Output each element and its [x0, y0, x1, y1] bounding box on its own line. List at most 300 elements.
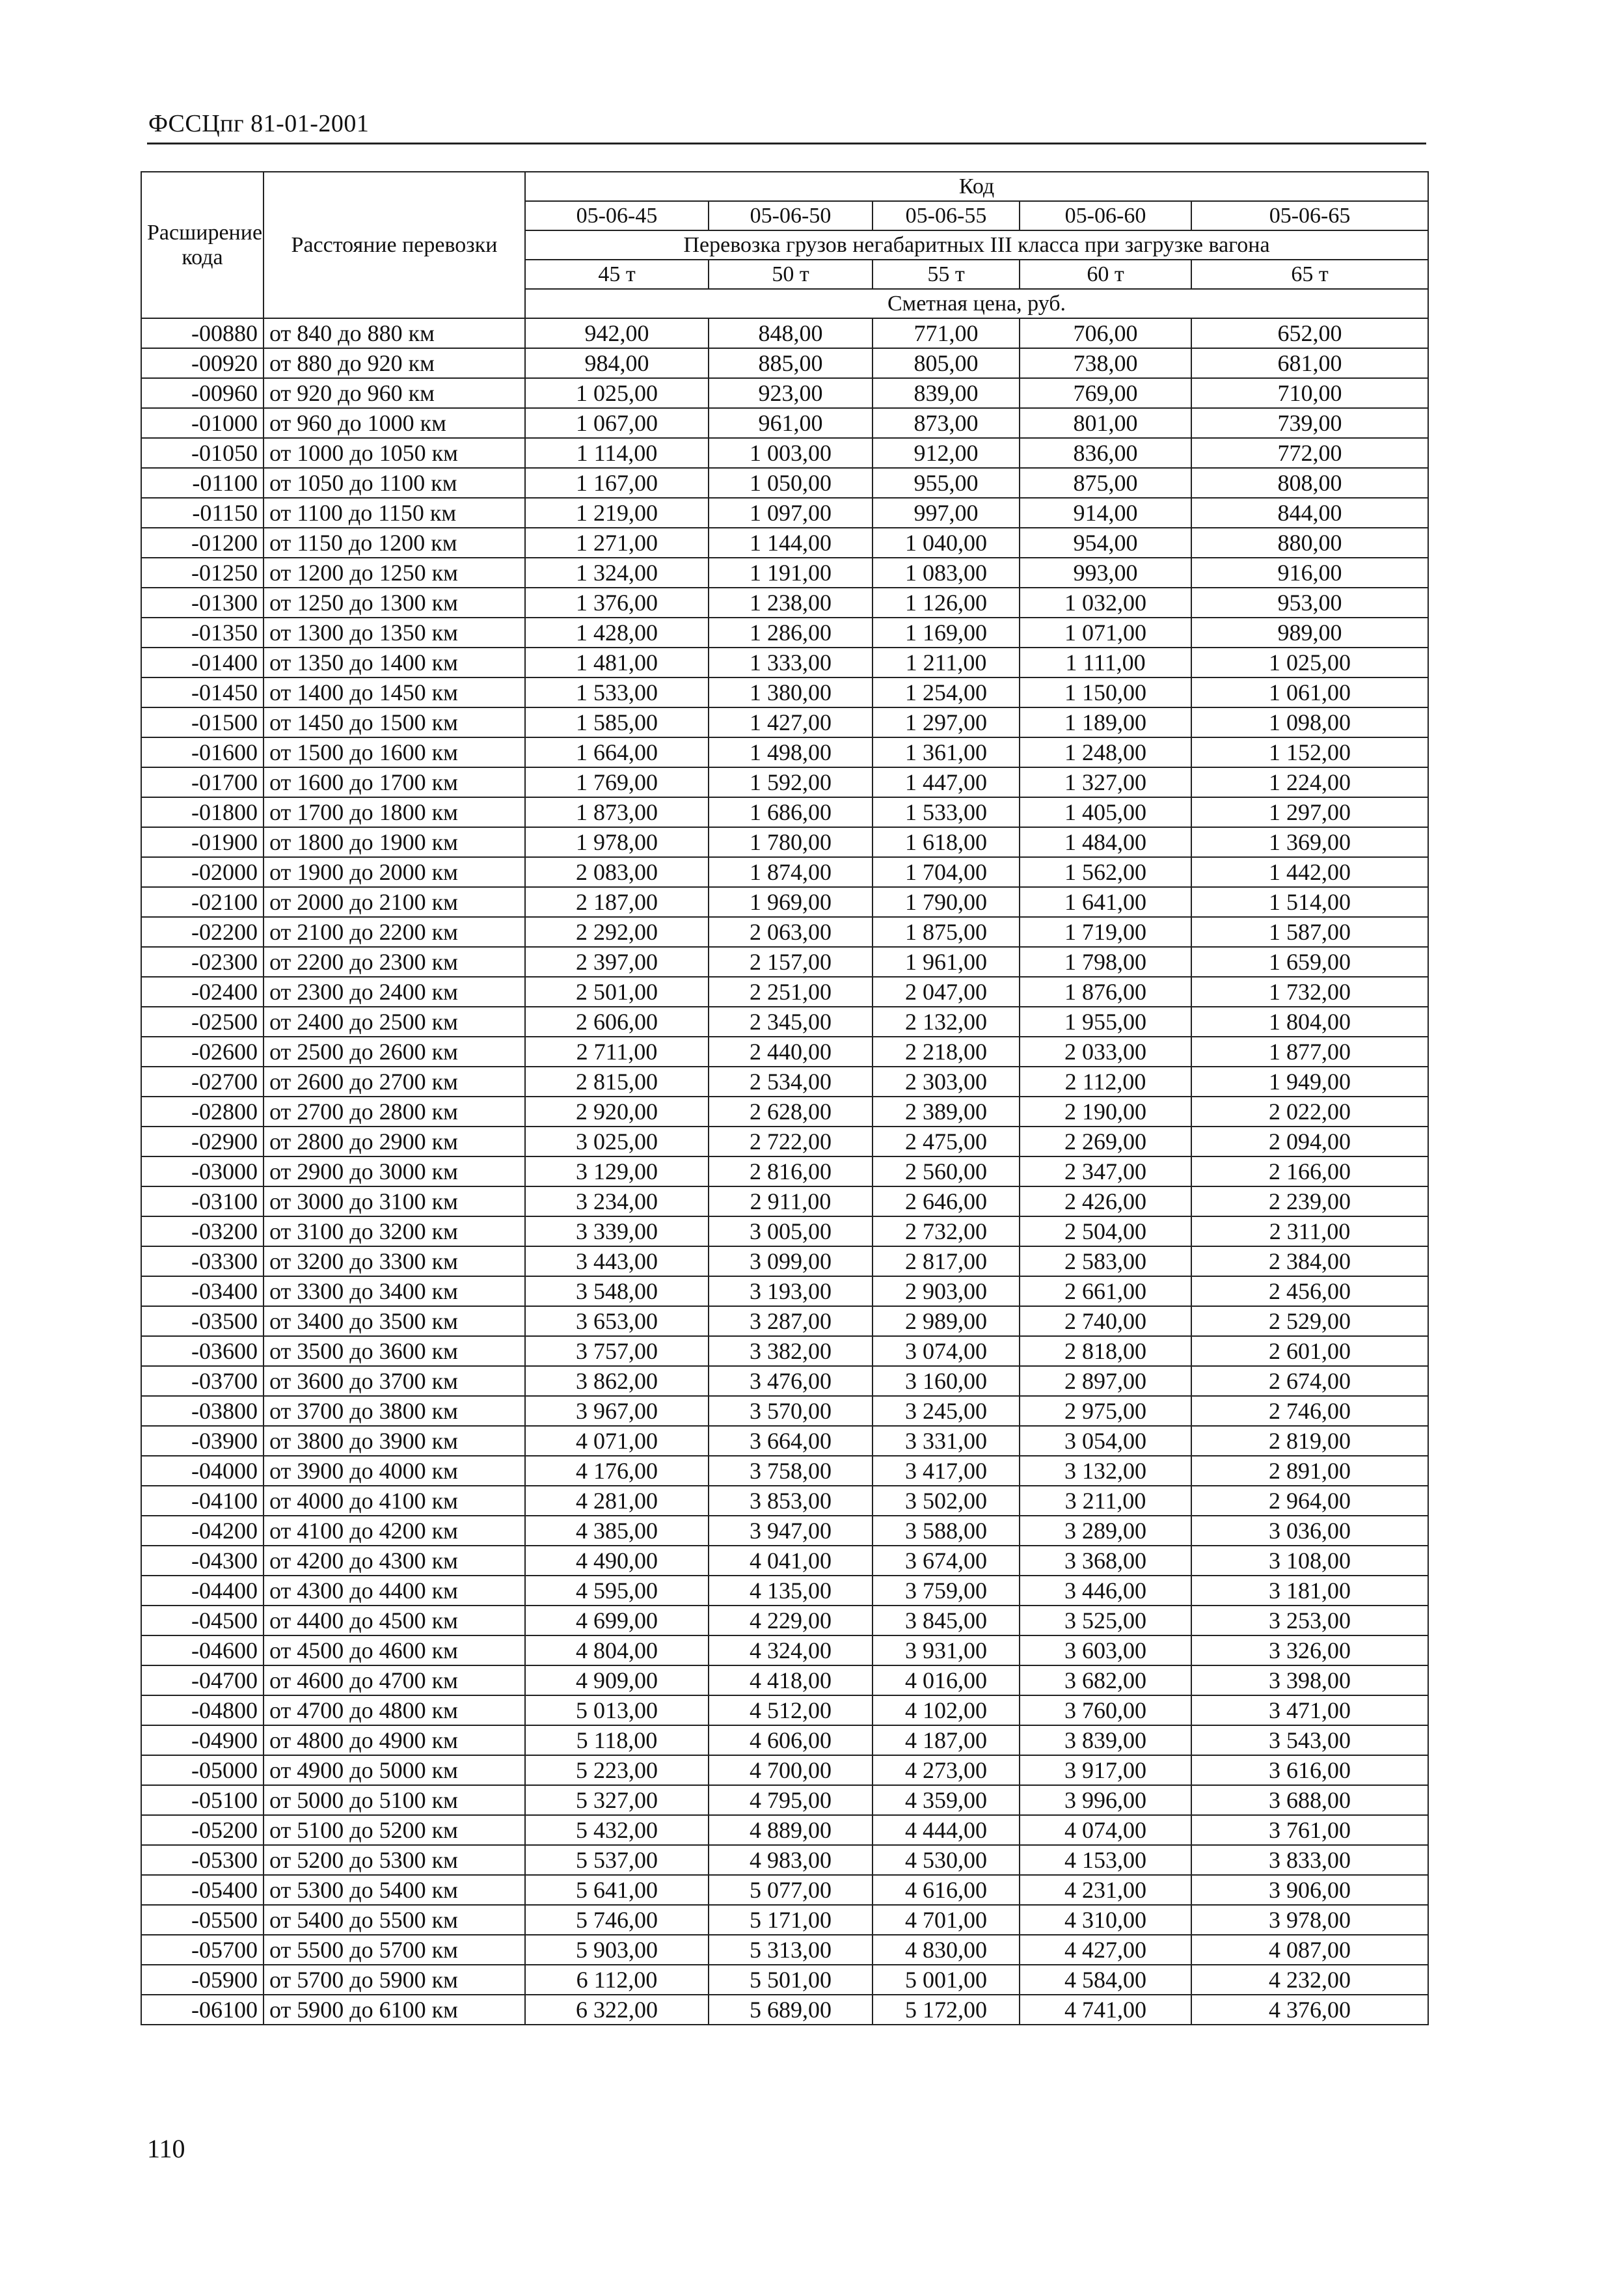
row-code-extension: -00880: [141, 318, 264, 348]
table-row: [141, 1635, 1428, 1665]
row-code-extension: -03400: [141, 1276, 264, 1306]
price-cell: 4 512,00: [709, 1695, 873, 1725]
price-cell: 1 641,00: [1020, 887, 1191, 917]
table-row: [141, 1516, 1428, 1546]
price-cell: 2 292,00: [525, 917, 709, 947]
table-row: [141, 1366, 1428, 1396]
row-distance: от 4800 до 4900 км: [264, 1725, 525, 1755]
price-cell: 5 537,00: [525, 1845, 709, 1875]
price-cell: 2 251,00: [709, 977, 873, 1007]
row-code-extension: -03300: [141, 1246, 264, 1276]
price-cell: 2 920,00: [525, 1097, 709, 1127]
price-cell: 2 606,00: [525, 1007, 709, 1037]
price-cell: 1 025,00: [525, 378, 709, 408]
table-row: [141, 887, 1428, 917]
table-row: [141, 318, 1428, 348]
row-distance: от 1800 до 1900 км: [264, 827, 525, 857]
row-distance: от 2700 до 2800 км: [264, 1097, 525, 1127]
price-cell: 1 780,00: [709, 827, 873, 857]
price-cell: 1 032,00: [1020, 588, 1191, 618]
price-cell: 1 428,00: [525, 618, 709, 648]
row-distance: от 4700 до 4800 км: [264, 1695, 525, 1725]
price-cell: 3 398,00: [1191, 1665, 1428, 1695]
table-row: [141, 648, 1428, 677]
price-cell: 1 369,00: [1191, 827, 1428, 857]
row-distance: от 960 до 1000 км: [264, 408, 525, 438]
row-code-extension: -03100: [141, 1186, 264, 1216]
price-cell: 4 074,00: [1020, 1815, 1191, 1845]
price-cell: 4 584,00: [1020, 1965, 1191, 1995]
row-distance: от 1600 до 1700 км: [264, 767, 525, 797]
transport-description: Перевозка грузов негабаритных III класса при загрузке вагона: [525, 230, 1428, 260]
row-code-extension: -01100: [141, 468, 264, 498]
price-cell: 3 839,00: [1020, 1725, 1191, 1755]
price-cell: 3 917,00: [1020, 1755, 1191, 1785]
price-cell: 3 382,00: [709, 1336, 873, 1366]
price-cell: 873,00: [873, 408, 1020, 438]
price-cell: 2 601,00: [1191, 1336, 1428, 1366]
price-cell: 2 817,00: [873, 1246, 1020, 1276]
price-cell: 3 025,00: [525, 1127, 709, 1156]
table-row: [141, 378, 1428, 408]
row-code-extension: -04100: [141, 1486, 264, 1516]
price-cell: 1 592,00: [709, 767, 873, 797]
price-cell: 4 016,00: [873, 1665, 1020, 1695]
price-cell: 942,00: [525, 318, 709, 348]
price-cell: 4 795,00: [709, 1785, 873, 1815]
price-cell: 989,00: [1191, 618, 1428, 648]
price-cell: 1 875,00: [873, 917, 1020, 947]
price-cell: 6 112,00: [525, 1965, 709, 1995]
table-row: [141, 1665, 1428, 1695]
price-cell: 1 254,00: [873, 677, 1020, 707]
row-code-extension: -03500: [141, 1306, 264, 1336]
row-distance: от 2000 до 2100 км: [264, 887, 525, 917]
table-row: [141, 1097, 1428, 1127]
price-cell: 3 132,00: [1020, 1456, 1191, 1486]
row-distance: от 3800 до 3900 км: [264, 1426, 525, 1456]
price-table: [141, 171, 1429, 2025]
code-cell: 05-06-55: [873, 201, 1020, 230]
row-distance: от 3200 до 3300 км: [264, 1246, 525, 1276]
price-cell: 3 588,00: [873, 1516, 1020, 1546]
row-code-extension: -01150: [141, 498, 264, 528]
row-distance: от 2900 до 3000 км: [264, 1156, 525, 1186]
price-cell: 1 111,00: [1020, 648, 1191, 677]
price-cell: 3 234,00: [525, 1186, 709, 1216]
table-row: [141, 767, 1428, 797]
price-cell: 1 427,00: [709, 707, 873, 737]
row-distance: от 5400 до 5500 км: [264, 1905, 525, 1935]
price-cell: 3 862,00: [525, 1366, 709, 1396]
load-cell: 45 т: [525, 260, 709, 289]
price-cell: 1 248,00: [1020, 737, 1191, 767]
table-row: [141, 558, 1428, 588]
price-cell: 2 711,00: [525, 1037, 709, 1067]
price-cell: 2 347,00: [1020, 1156, 1191, 1186]
price-cell: 1 025,00: [1191, 648, 1428, 677]
price-cell: 3 368,00: [1020, 1546, 1191, 1576]
price-cell: 912,00: [873, 438, 1020, 468]
table-row: [141, 1935, 1428, 1965]
price-cell: 1 686,00: [709, 797, 873, 827]
price-cell: 3 326,00: [1191, 1635, 1428, 1665]
row-code-extension: -02300: [141, 947, 264, 977]
price-cell: 1 405,00: [1020, 797, 1191, 827]
price-cell: 4 153,00: [1020, 1845, 1191, 1875]
row-distance: от 1700 до 1800 км: [264, 797, 525, 827]
row-code-extension: -04800: [141, 1695, 264, 1725]
row-code-extension: -00920: [141, 348, 264, 378]
price-cell: 3 664,00: [709, 1426, 873, 1456]
price-cell: 1 327,00: [1020, 767, 1191, 797]
row-distance: от 4600 до 4700 км: [264, 1665, 525, 1695]
price-cell: 997,00: [873, 498, 1020, 528]
price-cell: 2 094,00: [1191, 1127, 1428, 1156]
table-row: [141, 1127, 1428, 1156]
price-cell: 2 674,00: [1191, 1366, 1428, 1396]
price-cell: 1 798,00: [1020, 947, 1191, 977]
col-dist-header: Расстояние перевозки: [264, 172, 525, 318]
price-cell: 3 443,00: [525, 1246, 709, 1276]
row-distance: от 1200 до 1250 км: [264, 558, 525, 588]
price-cell: 3 160,00: [873, 1366, 1020, 1396]
price-cell: 1 040,00: [873, 528, 1020, 558]
row-distance: от 1350 до 1400 км: [264, 648, 525, 677]
table-header: [141, 172, 1428, 318]
price-cell: 3 947,00: [709, 1516, 873, 1546]
row-code-extension: -03800: [141, 1396, 264, 1426]
row-distance: от 5500 до 5700 км: [264, 1935, 525, 1965]
price-cell: 3 845,00: [873, 1606, 1020, 1635]
price-cell: 2 560,00: [873, 1156, 1020, 1186]
price-cell: 4 229,00: [709, 1606, 873, 1635]
row-code-extension: -05500: [141, 1905, 264, 1935]
price-cell: 914,00: [1020, 498, 1191, 528]
price-cell: 738,00: [1020, 348, 1191, 378]
table-row: [141, 1306, 1428, 1336]
price-cell: 2 384,00: [1191, 1246, 1428, 1276]
row-code-extension: -05400: [141, 1875, 264, 1905]
row-code-extension: -01300: [141, 588, 264, 618]
document-code-header: ФССЦпг 81-01-2001: [148, 110, 370, 137]
price-cell: 4 444,00: [873, 1815, 1020, 1845]
price-cell: 805,00: [873, 348, 1020, 378]
price-cell: 4 804,00: [525, 1635, 709, 1665]
price-cell: 2 389,00: [873, 1097, 1020, 1127]
row-distance: от 1450 до 1500 км: [264, 707, 525, 737]
price-cell: 2 815,00: [525, 1067, 709, 1097]
row-code-extension: -05700: [141, 1935, 264, 1965]
price-cell: 2 190,00: [1020, 1097, 1191, 1127]
price-cell: 2 218,00: [873, 1037, 1020, 1067]
price-cell: 4 699,00: [525, 1606, 709, 1635]
table-row: [141, 438, 1428, 468]
row-distance: от 2100 до 2200 км: [264, 917, 525, 947]
price-cell: 1 097,00: [709, 498, 873, 528]
page-number: 110: [147, 2134, 185, 2163]
price-cell: 4 741,00: [1020, 1995, 1191, 2025]
price-cell: 681,00: [1191, 348, 1428, 378]
price-cell: 923,00: [709, 378, 873, 408]
price-cell: 2 157,00: [709, 947, 873, 977]
row-distance: от 2600 до 2700 км: [264, 1067, 525, 1097]
price-cell: 3 289,00: [1020, 1516, 1191, 1546]
price-cell: 801,00: [1020, 408, 1191, 438]
table-row: [141, 977, 1428, 1007]
code-cell: 05-06-60: [1020, 201, 1191, 230]
price-cell: 1 533,00: [873, 797, 1020, 827]
table-row: [141, 498, 1428, 528]
price-cell: 4 102,00: [873, 1695, 1020, 1725]
header-rule: [147, 143, 1426, 144]
price-cell: 5 313,00: [709, 1935, 873, 1965]
row-code-extension: -01250: [141, 558, 264, 588]
price-cell: 3 682,00: [1020, 1665, 1191, 1695]
price-cell: 1 804,00: [1191, 1007, 1428, 1037]
price-cell: 4 359,00: [873, 1785, 1020, 1815]
price-cell: 4 830,00: [873, 1935, 1020, 1965]
row-code-extension: -04300: [141, 1546, 264, 1576]
table-row: [141, 588, 1428, 618]
price-cell: 5 432,00: [525, 1815, 709, 1845]
price-cell: 3 996,00: [1020, 1785, 1191, 1815]
price-cell: 3 108,00: [1191, 1546, 1428, 1576]
price-cell: 1 144,00: [709, 528, 873, 558]
row-distance: от 4000 до 4100 км: [264, 1486, 525, 1516]
table-row: [141, 1186, 1428, 1216]
row-code-extension: -02500: [141, 1007, 264, 1037]
row-distance: от 4200 до 4300 км: [264, 1546, 525, 1576]
table-row: [141, 1905, 1428, 1935]
price-cell: 4 187,00: [873, 1725, 1020, 1755]
table-row: [141, 1216, 1428, 1246]
price-cell: 3 181,00: [1191, 1576, 1428, 1606]
price-cell: 3 906,00: [1191, 1875, 1428, 1905]
row-distance: от 2300 до 2400 км: [264, 977, 525, 1007]
row-code-extension: -02900: [141, 1127, 264, 1156]
price-cell: 3 616,00: [1191, 1755, 1428, 1785]
row-code-extension: -04700: [141, 1665, 264, 1695]
price-cell: 4 909,00: [525, 1665, 709, 1695]
load-cell: 65 т: [1191, 260, 1428, 289]
row-code-extension: -05900: [141, 1965, 264, 1995]
row-distance: от 4300 до 4400 км: [264, 1576, 525, 1606]
price-cell: 1 704,00: [873, 857, 1020, 887]
price-cell: 2 501,00: [525, 977, 709, 1007]
table-row: [141, 1875, 1428, 1905]
row-distance: от 1400 до 1450 км: [264, 677, 525, 707]
price-cell: 2 911,00: [709, 1186, 873, 1216]
price-cell: 3 967,00: [525, 1396, 709, 1426]
price-cell: 993,00: [1020, 558, 1191, 588]
price-cell: 4 135,00: [709, 1576, 873, 1606]
price-cell: 6 322,00: [525, 1995, 709, 2025]
table-row: [141, 618, 1428, 648]
price-cell: 2 897,00: [1020, 1366, 1191, 1396]
price-cell: 2 397,00: [525, 947, 709, 977]
table-row: [141, 857, 1428, 887]
price-cell: 1 071,00: [1020, 618, 1191, 648]
row-code-extension: -02700: [141, 1067, 264, 1097]
price-cell: 1 380,00: [709, 677, 873, 707]
price-cell: 955,00: [873, 468, 1020, 498]
price-cell: 2 534,00: [709, 1067, 873, 1097]
price-cell: 3 005,00: [709, 1216, 873, 1246]
price-cell: 706,00: [1020, 318, 1191, 348]
price-cell: 3 099,00: [709, 1246, 873, 1276]
price-cell: 4 232,00: [1191, 1965, 1428, 1995]
load-cell: 60 т: [1020, 260, 1191, 289]
price-cell: 3 978,00: [1191, 1905, 1428, 1935]
price-cell: 953,00: [1191, 588, 1428, 618]
price-cell: 1 533,00: [525, 677, 709, 707]
price-cell: 2 269,00: [1020, 1127, 1191, 1156]
price-cell: 1 286,00: [709, 618, 873, 648]
price-cell: 4 701,00: [873, 1905, 1020, 1935]
price-cell: 1 067,00: [525, 408, 709, 438]
table-row: [141, 1695, 1428, 1725]
row-distance: от 3300 до 3400 км: [264, 1276, 525, 1306]
price-cell: 5 223,00: [525, 1755, 709, 1785]
price-cell: 4 490,00: [525, 1546, 709, 1576]
row-code-extension: -00960: [141, 378, 264, 408]
price-cell: 4 231,00: [1020, 1875, 1191, 1905]
price-cell: 1 050,00: [709, 468, 873, 498]
col-ext-header: Расширение кода: [141, 172, 264, 318]
price-cell: 4 273,00: [873, 1755, 1020, 1785]
row-distance: от 880 до 920 км: [264, 348, 525, 378]
row-code-extension: -05000: [141, 1755, 264, 1785]
price-cell: 916,00: [1191, 558, 1428, 588]
price-cell: 2 345,00: [709, 1007, 873, 1037]
load-cell: 50 т: [709, 260, 873, 289]
table-row: [141, 468, 1428, 498]
price-cell: 1 211,00: [873, 648, 1020, 677]
price-cell: 1 978,00: [525, 827, 709, 857]
row-code-extension: -03600: [141, 1336, 264, 1366]
row-distance: от 1100 до 1150 км: [264, 498, 525, 528]
price-cell: 1 167,00: [525, 468, 709, 498]
row-code-extension: -01350: [141, 618, 264, 648]
price-cell: 4 983,00: [709, 1845, 873, 1875]
price-cell: 769,00: [1020, 378, 1191, 408]
price-cell: 1 873,00: [525, 797, 709, 827]
price-cell: 3 054,00: [1020, 1426, 1191, 1456]
row-distance: от 5300 до 5400 км: [264, 1875, 525, 1905]
price-cell: 1 562,00: [1020, 857, 1191, 887]
price-cell: 1 659,00: [1191, 947, 1428, 977]
price-cell: 2 891,00: [1191, 1456, 1428, 1486]
price-cell: 3 129,00: [525, 1156, 709, 1186]
row-distance: от 840 до 880 км: [264, 318, 525, 348]
price-cell: 2 975,00: [1020, 1396, 1191, 1426]
table-row: [141, 528, 1428, 558]
price-cell: 3 253,00: [1191, 1606, 1428, 1635]
price-cell: 2 722,00: [709, 1127, 873, 1156]
price-cell: 1 271,00: [525, 528, 709, 558]
row-distance: от 3900 до 4000 км: [264, 1456, 525, 1486]
price-cell: 772,00: [1191, 438, 1428, 468]
table-row: [141, 1725, 1428, 1755]
table-row: [141, 947, 1428, 977]
price-cell: 1 955,00: [1020, 1007, 1191, 1037]
table-row: [141, 348, 1428, 378]
row-code-extension: -04500: [141, 1606, 264, 1635]
price-cell: 1 969,00: [709, 887, 873, 917]
price-cell: 4 616,00: [873, 1875, 1020, 1905]
price-cell: 3 853,00: [709, 1486, 873, 1516]
price-cell: 2 818,00: [1020, 1336, 1191, 1366]
price-cell: 1 126,00: [873, 588, 1020, 618]
price-cell: 2 903,00: [873, 1276, 1020, 1306]
price-cell: 4 087,00: [1191, 1935, 1428, 1965]
table-row: [141, 1755, 1428, 1785]
price-cell: 1 114,00: [525, 438, 709, 468]
row-code-extension: -04900: [141, 1725, 264, 1755]
row-code-extension: -01000: [141, 408, 264, 438]
row-code-extension: -03700: [141, 1366, 264, 1396]
load-cell: 55 т: [873, 260, 1020, 289]
price-cell: 1 874,00: [709, 857, 873, 887]
row-code-extension: -01500: [141, 707, 264, 737]
price-cell: 2 303,00: [873, 1067, 1020, 1097]
price-cell: 2 628,00: [709, 1097, 873, 1127]
price-cell: 2 112,00: [1020, 1067, 1191, 1097]
price-cell: 1 083,00: [873, 558, 1020, 588]
price-cell: 984,00: [525, 348, 709, 378]
table-row: [141, 797, 1428, 827]
price-cell: 1 297,00: [873, 707, 1020, 737]
price-cell: 2 166,00: [1191, 1156, 1428, 1186]
price-cell: 2 529,00: [1191, 1306, 1428, 1336]
table-row: [141, 408, 1428, 438]
row-code-extension: -01450: [141, 677, 264, 707]
price-cell: 4 385,00: [525, 1516, 709, 1546]
table-row: [141, 827, 1428, 857]
price-cell: 3 476,00: [709, 1366, 873, 1396]
price-cell: 2 583,00: [1020, 1246, 1191, 1276]
row-code-extension: -02100: [141, 887, 264, 917]
table-row: [141, 1995, 1428, 2025]
table-row: [141, 677, 1428, 707]
price-cell: 5 327,00: [525, 1785, 709, 1815]
table-row: [141, 1546, 1428, 1576]
price-cell: 771,00: [873, 318, 1020, 348]
price-cell: 2 022,00: [1191, 1097, 1428, 1127]
row-distance: от 1150 до 1200 км: [264, 528, 525, 558]
price-cell: 2 475,00: [873, 1127, 1020, 1156]
row-distance: от 1000 до 1050 км: [264, 438, 525, 468]
price-cell: 4 606,00: [709, 1725, 873, 1755]
price-cell: 3 211,00: [1020, 1486, 1191, 1516]
table-row: [141, 1336, 1428, 1366]
price-cell: 4 281,00: [525, 1486, 709, 1516]
price-cell: 1 514,00: [1191, 887, 1428, 917]
table-row: [141, 737, 1428, 767]
price-cell: 1 876,00: [1020, 977, 1191, 1007]
price-cell: 1 961,00: [873, 947, 1020, 977]
price-cell: 1 333,00: [709, 648, 873, 677]
price-cell: 5 501,00: [709, 1965, 873, 1995]
price-cell: 2 661,00: [1020, 1276, 1191, 1306]
row-distance: от 1900 до 2000 км: [264, 857, 525, 887]
price-cell: 652,00: [1191, 318, 1428, 348]
price-cell: 844,00: [1191, 498, 1428, 528]
row-distance: от 1250 до 1300 км: [264, 588, 525, 618]
row-distance: от 2500 до 2600 км: [264, 1037, 525, 1067]
price-cell: 5 171,00: [709, 1905, 873, 1935]
